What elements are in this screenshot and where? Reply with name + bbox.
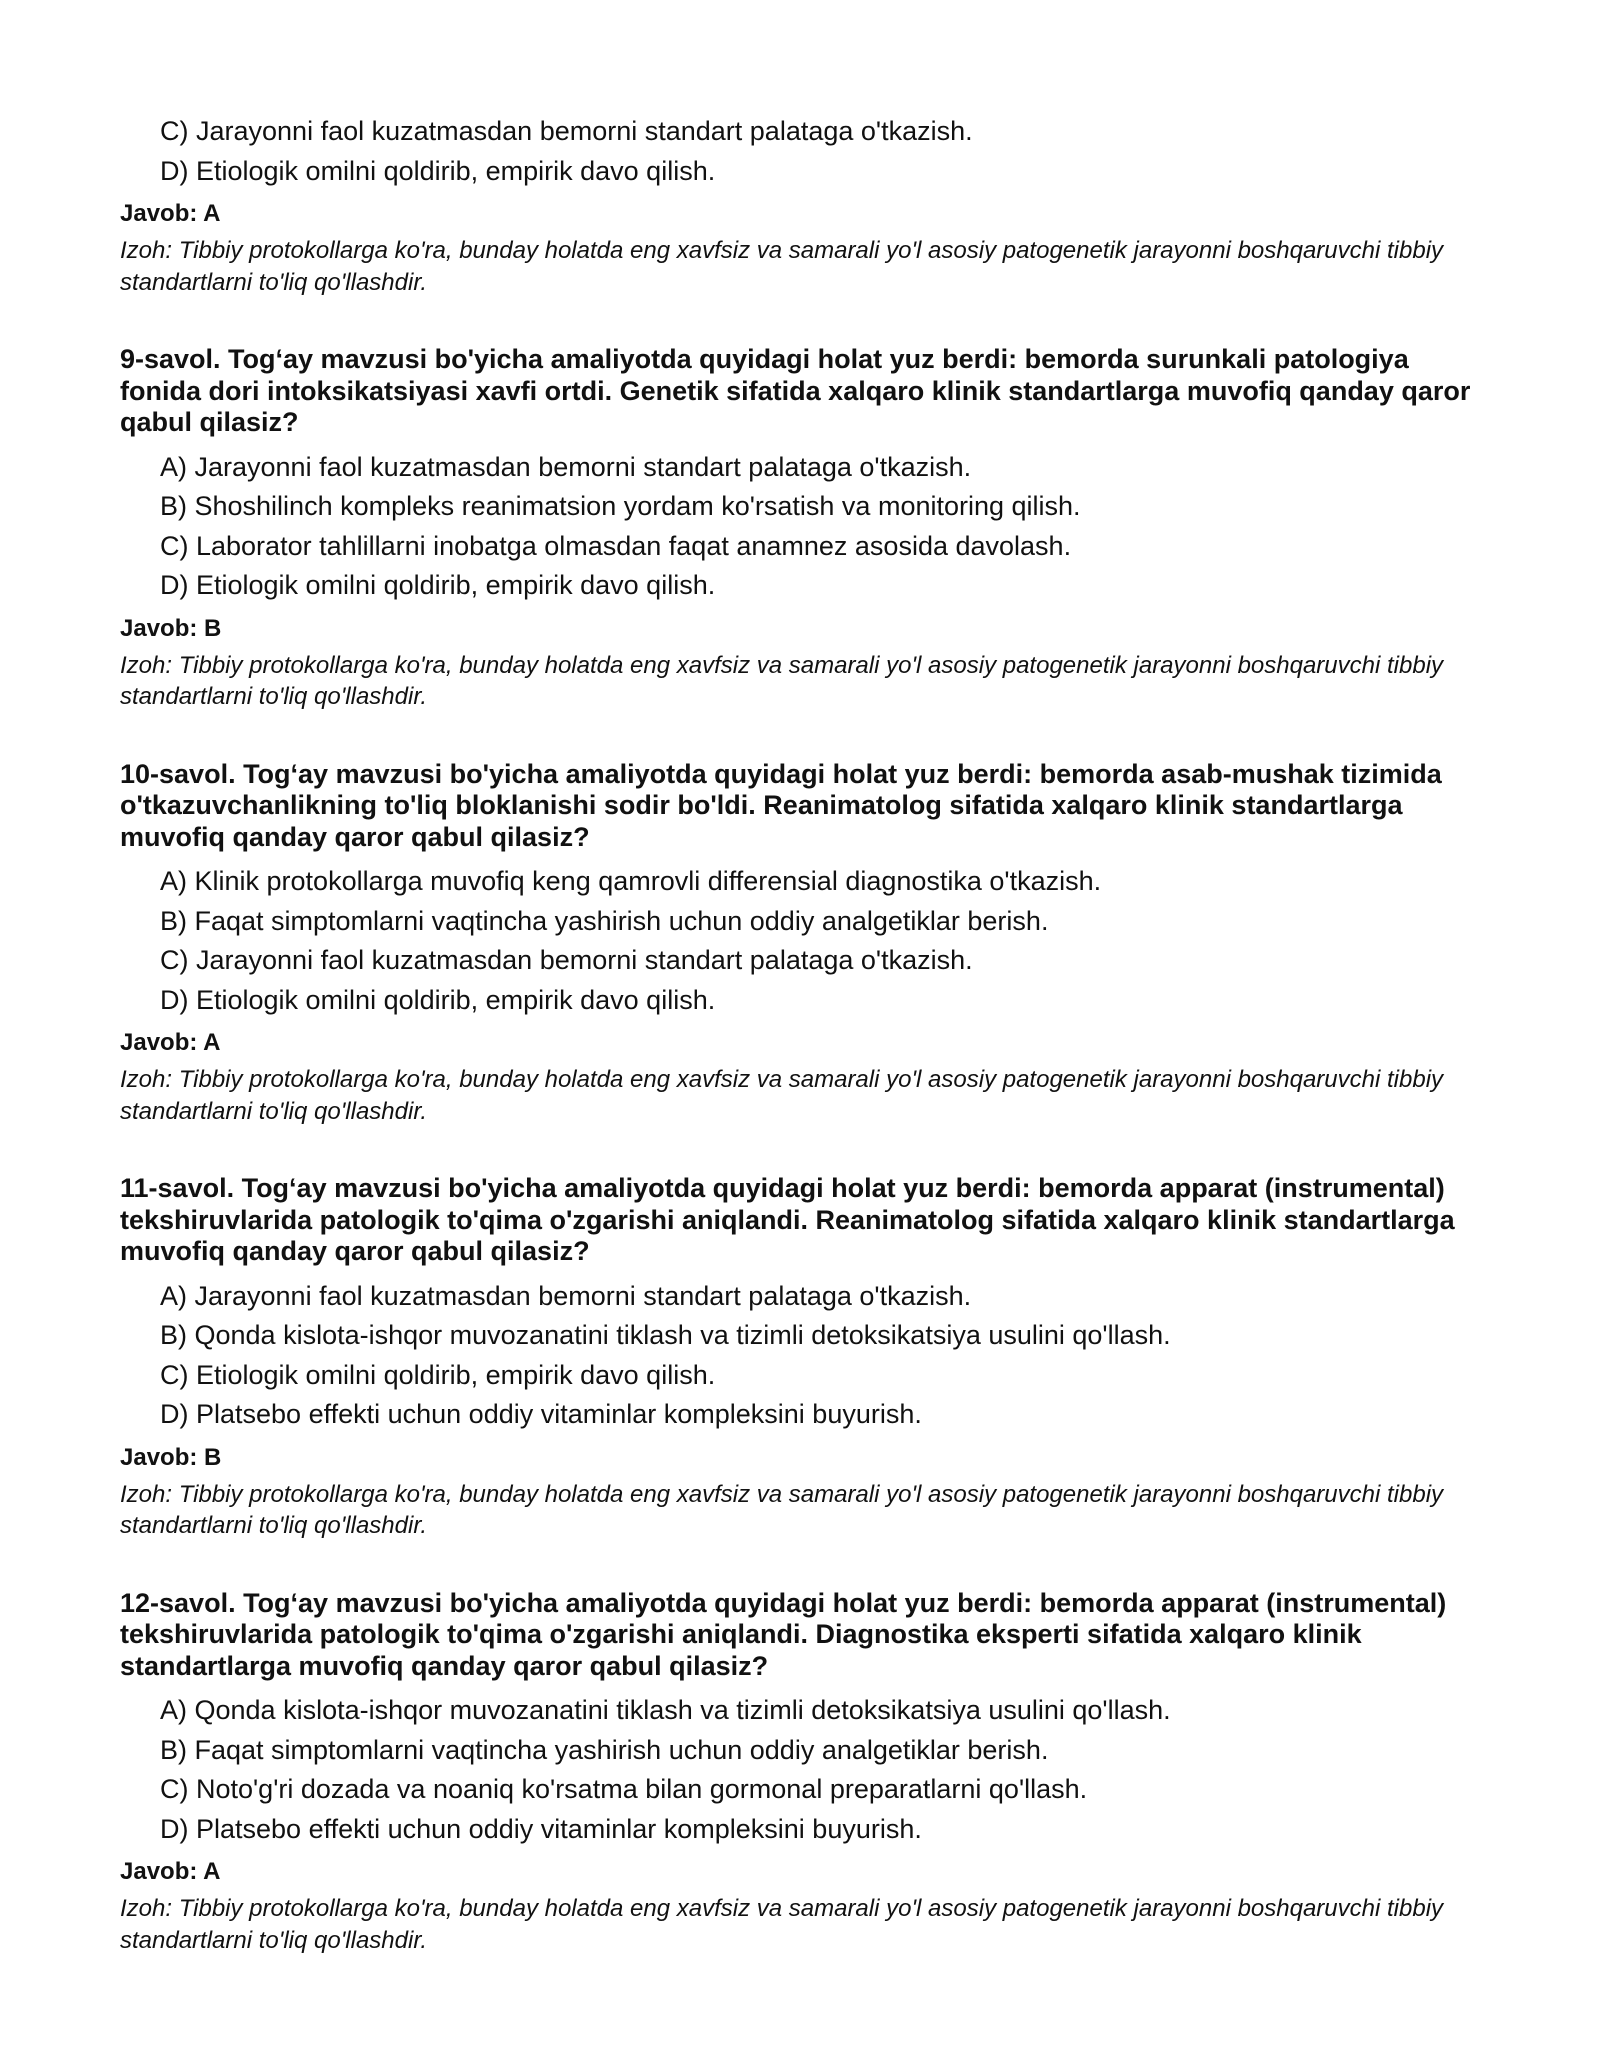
document-page bbox=[120, 112, 1490, 1956]
answer-option-a: A) Jarayonni faol kuzatmasdan bemorni standart palataga o'tkazish. bbox=[160, 1280, 972, 1311]
explanation-note: Izoh: Tibbiy protokollarga ko'ra, bunday holatda eng xavfsiz va samarali yo'l asosiy patogenetik jarayonni boshqaruvchi tibbiy standartlarni to'liq qo'llashdir. bbox=[120, 651, 1444, 710]
answer-option-d: D) Etiologik omilni qoldirib, empirik davo qilish. bbox=[160, 570, 716, 600]
explanation-note: Izoh: Tibbiy protokollarga ko'ra, bunday holatda eng xavfsiz va samarali yo'l asosiy patogenetik jarayonni boshqaruvchi tibbiy standartlarni to'liq qo'llashdir. bbox=[120, 237, 1444, 296]
answer-option-d: D) Platsebo effekti uchun oddiy vitaminlar kompleksini buyurish. bbox=[160, 1813, 922, 1844]
answer-option-b: B) Qonda kislota-ishqor muvozanatini tiklash va tizimli detoksikatsiya usulini qo'llash. bbox=[160, 1320, 1171, 1350]
answer-option-b: B) Shoshilinch kompleks reanimatsion yordam ko'rsatish va monitoring qilish. bbox=[160, 491, 1081, 521]
question-10 bbox=[120, 759, 1490, 1128]
question-12 bbox=[120, 1588, 1490, 1957]
answer-option-a: A) Qonda kislota-ishqor muvozanatini tiklash va tizimli detoksikatsiya usulini qo'llash. bbox=[160, 1695, 1171, 1725]
answer-option-c: C) Jarayonni faol kuzatmasdan bemorni standart palataga o'tkazish. bbox=[160, 116, 973, 146]
correct-answer: Javob: A bbox=[120, 1029, 221, 1056]
explanation-note: Izoh: Tibbiy protokollarga ko'ra, bunday holatda eng xavfsiz va samarali yo'l asosiy patogenetik jarayonni boshqaruvchi tibbiy standartlarni to'liq qo'llashdir. bbox=[120, 1066, 1444, 1125]
correct-answer: Javob: A bbox=[120, 200, 221, 227]
question-text: 9-savol. Tog‘ay mavzusi bo'yicha amaliyotda quyidagi holat yuz berdi: bemorda surunkali patologiya fonida dori intoksikatsiyasi xavfi ortdi. Genetik sifatida xalqaro klinik standartlarga muvofiq qanday qaror qabul qilasiz? bbox=[120, 344, 1471, 437]
question-text: 11-savol. Tog‘ay mavzusi bo'yicha amaliyotda quyidagi holat yuz berdi: bemorda apparat (instrumental) tekshiruvlarida patologik to'qima o'zgarishi aniqlandi. Reanimatolog sifatida xalqaro klinik standartlarga muvofiq qanday qaror qabul qilasiz? bbox=[120, 1173, 1455, 1266]
answer-option-d: D) Etiologik omilni qoldirib, empirik davo qilish. bbox=[160, 155, 716, 186]
answer-option-b: B) Faqat simptomlarni vaqtincha yashirish uchun oddiy analgetiklar berish. bbox=[160, 905, 1049, 936]
question-text: 10-savol. Tog‘ay mavzusi bo'yicha amaliyotda quyidagi holat yuz berdi: bemorda asab-mushak tizimida o'tkazuvchanlikning to'liq bloklanishi sodir bo'ldi. Reanimatolog sifatida xalqaro klinik standartlarga muvofiq qanday qaror qabul qilasiz? bbox=[120, 758, 1442, 852]
answer-option-c: C) Jarayonni faol kuzatmasdan bemorni standart palataga o'tkazish. bbox=[160, 945, 973, 975]
explanation-note: Izoh: Tibbiy protokollarga ko'ra, bunday holatda eng xavfsiz va samarali yo'l asosiy patogenetik jarayonni boshqaruvchi tibbiy standartlarni to'liq qo'llashdir. bbox=[120, 1480, 1444, 1539]
question-9 bbox=[120, 344, 1490, 713]
correct-answer: Javob: B bbox=[120, 1443, 222, 1471]
answer-option-c: C) Noto'g'ri dozada va noaniq ko'rsatma bilan gormonal preparatlarni qo'llash. bbox=[160, 1774, 1088, 1804]
answer-option-c: C) Laborator tahlillarni inobatga olmasdan faqat anamnez asosida davolash. bbox=[160, 530, 1072, 561]
correct-answer: Javob: B bbox=[120, 614, 222, 642]
answer-option-a: A) Klinik protokollarga muvofiq keng qamrovli differensial diagnostika o'tkazish. bbox=[160, 866, 1102, 896]
answer-option-a: A) Jarayonni faol kuzatmasdan bemorni standart palataga o'tkazish. bbox=[160, 451, 972, 482]
explanation-note: Izoh: Tibbiy protokollarga ko'ra, bunday holatda eng xavfsiz va samarali yo'l asosiy patogenetik jarayonni boshqaruvchi tibbiy standartlarni to'liq qo'llashdir. bbox=[120, 1895, 1444, 1954]
question-11 bbox=[120, 1173, 1490, 1542]
question-text: 12-savol. Tog‘ay mavzusi bo'yicha amaliyotda quyidagi holat yuz berdi: bemorda apparat (instrumental) tekshiruvlarida patologik to'qima o'zgarishi aniqlandi. Diagnostika eksperti sifatida xalqaro klinik standartlarga muvofiq qanday qaror qabul qilasiz? bbox=[120, 1587, 1447, 1681]
answer-option-d: D) Etiologik omilni qoldirib, empirik davo qilish. bbox=[160, 984, 716, 1015]
answer-option-b: B) Faqat simptomlarni vaqtincha yashirish uchun oddiy analgetiklar berish. bbox=[160, 1734, 1049, 1765]
correct-answer: Javob: A bbox=[120, 1858, 221, 1885]
answer-option-c: C) Etiologik omilni qoldirib, empirik davo qilish. bbox=[160, 1359, 716, 1390]
question-carryover bbox=[120, 112, 1490, 298]
answer-option-d: D) Platsebo effekti uchun oddiy vitaminlar kompleksini buyurish. bbox=[160, 1399, 922, 1429]
